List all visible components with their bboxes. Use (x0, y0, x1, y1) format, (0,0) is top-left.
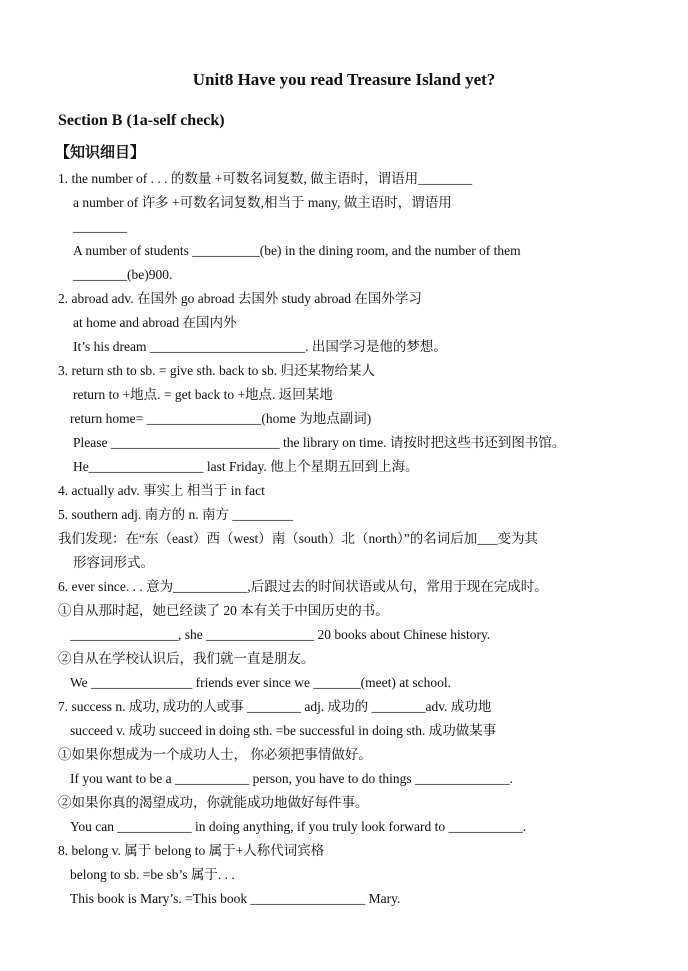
knowledge-heading: 【知识细目】 (55, 145, 146, 161)
text-line: Please _________________________ the library on time. 请按时把这些书还到图书馆。 (73, 435, 566, 450)
text-line: We _______________ friends ever since we _______(meet) at school. (70, 675, 451, 690)
text-line: return home= _________________(home 为地点副词) (70, 411, 372, 426)
text-line: succeed v. 成功 succeed in doing sth. =be successful in doing sth. 成功做某事 (70, 723, 497, 738)
text-line: He_________________ last Friday. 他上个星期五回到上海。 (73, 459, 419, 474)
text-line: return to +地点. = get back to +地点. 返回某地 (73, 387, 333, 402)
text-line: 我们发现：在“东（east）西（west）南（south）北（north）”的名词后加___变为其 (58, 531, 538, 546)
text-line: 7. success n. 成功, 成功的人或事 ________ adj. 成功的 ________adv. 成功地 (58, 699, 492, 714)
text-line: ________(be)900. (73, 267, 173, 282)
text-line: 1. the number of . . . 的数量 +可数名词复数, 做主语时，谓语用________ (58, 171, 473, 186)
text-line: 4. actually adv. 事实上 相当于 in fact (58, 483, 265, 498)
text-line: ①如果你想成为一个成功人士， 你必须把事情做好。 (58, 747, 372, 762)
text-line: If you want to be a ___________ person, you have to do things ______________. (70, 771, 513, 786)
text-line: 形容词形式。 (73, 555, 154, 570)
text-line: at home and abroad 在国内外 (73, 315, 237, 330)
section-heading: Section B (1a-self check) (58, 112, 225, 129)
text-line: This book is Mary’s. =This book _________________ Mary. (70, 891, 401, 906)
text-line: 8. belong v. 属于 belong to 属于+人称代词宾格 (58, 843, 325, 858)
text-line: A number of students __________(be) in the dining room, and the number of them (73, 243, 521, 258)
text-line: a number of 许多 +可数名词复数,相当于 many, 做主语时，谓语用 (73, 195, 452, 210)
text-line: It’s his dream _______________________. 出国学习是他的梦想。 (73, 339, 447, 354)
text-line: ________________, she ________________ 20 books about Chinese history. (70, 627, 491, 642)
text-line: You can ___________ in doing anything, if you truly look forward to ___________. (70, 819, 527, 834)
text-line: 6. ever since. . . 意为___________,后跟过去的时间状语或从句，常用于现在完成时。 (58, 579, 548, 594)
text-line: ①自从那时起，她已经读了 20 本有关于中国历史的书。 (58, 603, 389, 618)
text-line: 3. return sth to sb. = give sth. back to sb. 归还某物给某人 (58, 363, 375, 378)
text-line: belong to sb. =be sb’s 属于. . . (70, 867, 235, 882)
text-line: 2. abroad adv. 在国外 go abroad 去国外 study abroad 在国外学习 (58, 291, 422, 306)
text-line: ②如果你真的渴望成功，你就能成功地做好每件事。 (58, 795, 369, 810)
text-line: ________ (73, 219, 127, 234)
page-title: Unit8 Have you read Treasure Island yet? (192, 70, 496, 89)
text-line: ②自从在学校认识后，我们就一直是朋友。 (58, 651, 315, 666)
text-line: 5. southern adj. 南方的 n. 南方 _________ (58, 507, 294, 522)
